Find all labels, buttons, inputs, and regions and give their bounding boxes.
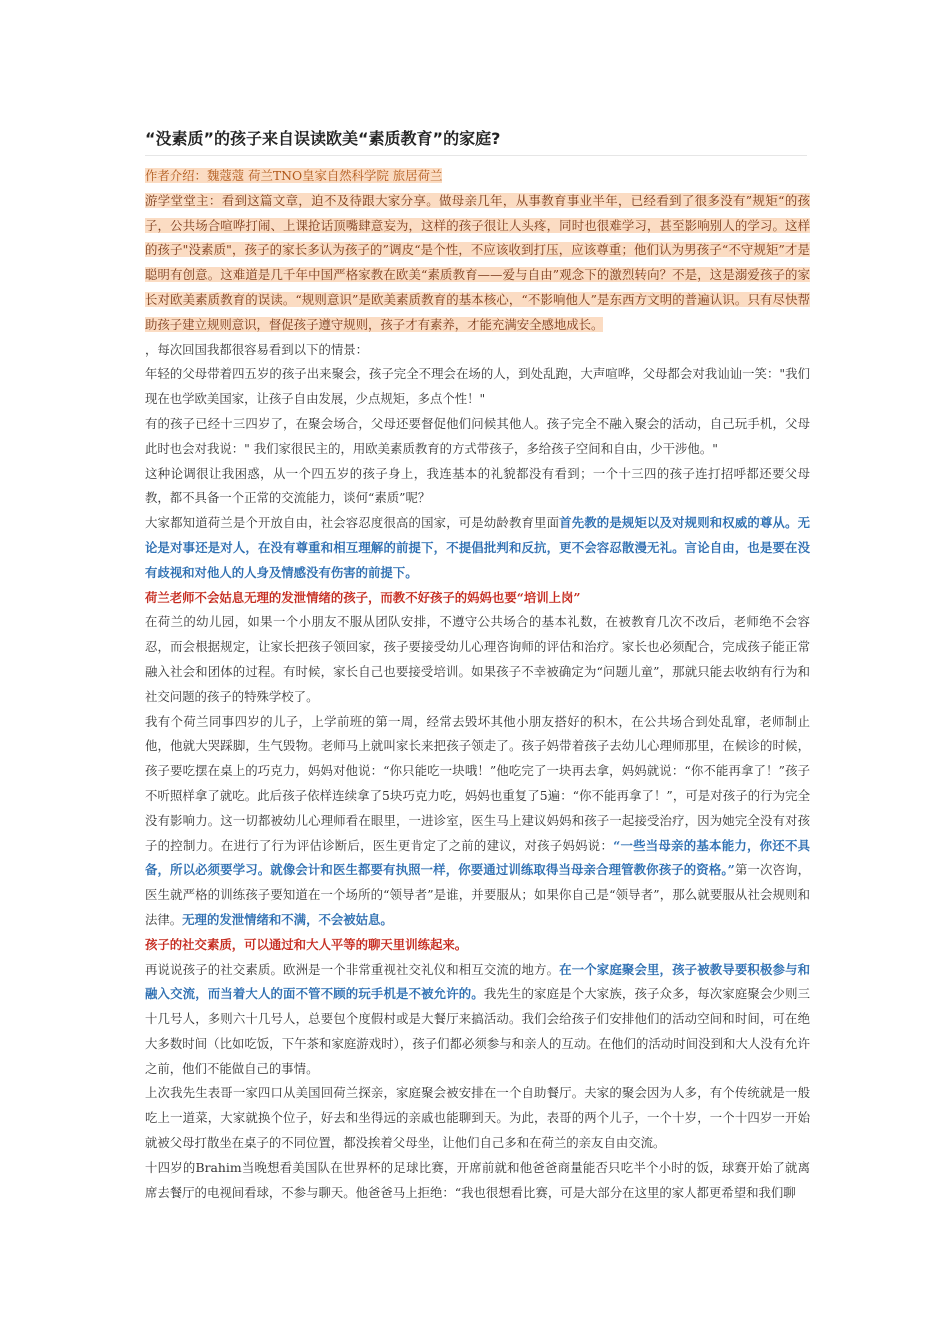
emphasis-text: 无理的发泄情绪和不满，不会被姑息。 [182, 911, 393, 927]
article-title: “没素质”的孩子来自误读欧美“素质教育”的家庭? [145, 129, 501, 148]
paragraph: 这种论调很让我困惑，从一个四五岁的孩子身上，我连基本的礼貌都没有看到；一个十三四的孩子连打招呼都还要父母教，都不具备一个正常的交流能力，谈何“素质”呢？ [145, 465, 810, 506]
paragraph [145, 710, 810, 933]
author-intro [145, 164, 810, 189]
paragraph: 十四岁的Brahim当晚想看美国队在世界杯的足球比赛，开席前就和他爸爸商量能否只吃半个小时的饭，球赛开始了就离席去餐厅的电视间看球，不参与聊天。他爸爸马上拒绝：“我也很想看比赛，可是大部分在这里的家人都更希望和我们聊 [145, 1159, 810, 1200]
section-heading: 荷兰老师不会姑息无理的发泄情绪的孩子，而教不好孩子的妈妈也要“培训上岗” [145, 589, 581, 605]
emphasis-text: 在一个家庭聚会里，孩子被教导要积极参与和融入交流，而当着大人的面不管不顾的玩手机是不被允许的。 [145, 961, 811, 1002]
article-body [145, 164, 810, 1205]
paragraph-text: 我有个荷兰同事四岁的儿子，上学前班的第一周，经常去毁坏其他小朋友搭好的积木，在公共场合到处乱窜，老师制止他，他就大哭踩脚，生气毁物。老师马上就叫家长来把孩子领走了。孩子妈带着孩子去幼儿心理师那里，在候诊的时候，孩子要吃摆在桌上的巧克力，妈妈对他说：“你只能吃一块哦！”他吃完了一块再去拿，妈妈就说：“你不能再拿了！”孩子不听照样拿了就吃。此后孩子依样连续拿了5块巧克力吃，妈妈也重复了5遍：“你不能再拿了！”，可是对孩子的行为完全没有影响力。这一切都被幼儿心理师看在眼里，一进诊室，医生马上建议妈妈和孩子一起接受治疗，因为她完全没有对孩子的控制力。在进行了行为评估诊断后，医生更肯定了之前的建议，对孩子妈妈说： [145, 713, 810, 853]
emphasis-text: 首先教的是规矩以及对规则和权威的尊从。无论是对事还是对人，在没有尊重和相互理解的前提下，不提倡批判和反抗，更不会容忍散漫无礼。言论自由，也是要在没有歧视和对他人的人身及情感没有伤害的前提下。 [145, 515, 811, 580]
paragraph [145, 958, 810, 1082]
paragraph-text: 我先生的家庭是个大家族，孩子众多，每次家庭聚会少则三十几号人，多则六十几号人，总要包个度假村或是大餐厅来搞活动。我们会给孩子们安排他们的活动空间和时间，可在绝大多数时间（比如吃饭，下午茶和家庭游戏时），孩子们都必须参与和亲人的互动。在他们的活动时间没到和大人没有允许之前，他们不能做自己的事情。 [145, 986, 811, 1076]
paragraph: ，每次回国我都很容易看到以下的情景： [145, 341, 369, 357]
paragraph-text: 再说说孩子的社交素质。欧洲是一个非常重视社交礼仪和相互交流的地方。 [145, 961, 560, 977]
paragraph: 在荷兰的幼儿园，如果一个小朋友不服从团队安排，不遵守公共场合的基本礼数，在被教育几次不改后，老师绝不会容忍，而会根据规定，让家长把孩子领回家，孩子要接受幼儿心理咨询师的评估和治疗。家长也必须配合，完成孩子能正常融入社会和团体的过程。有时候，家长自己也要接受培训。如果孩子不幸被确定为“问题儿童”，那就只能去收纳有行为和社交问题的孩子的特殊学校了。 [145, 614, 810, 704]
paragraph-text: 大家都知道荷兰是个开放自由，社会容忍度很高的国家，可是幼龄教育里面 [145, 515, 560, 531]
author-line: 作者介绍：魏蔻蔻 荷兰TNO皇家自然科学院 旅居荷兰 [145, 168, 443, 183]
paragraph-text: 第一次咨询，医生就严格的训练孩子要知道在一个场所的“领导者”是谁，并要服从；如果你自己是“领导者”，那么就要服从社会规则和法律。 [145, 862, 810, 927]
section-heading: 孩子的社交素质，可以通过和大人平等的聊天里训练起来。 [145, 936, 468, 952]
emphasis-text: “一些当母亲的基本能力，你还不具备，所以必须要学习。就像会计和医生都要有执照一样，你要通过训练取得当母亲合理管教你孩子的资格。” [145, 837, 810, 878]
paragraph [145, 511, 810, 585]
paragraph: 有的孩子已经十三四岁了，在聚会场合，父母还要督促他们问候其他人。孩子完全不融入聚会的活动，自己玩手机，父母此时也会对我说：" 我们家很民主的，用欧美素质教育的方式带孩子，多给孩子空间和自由，少干涉他。" [145, 415, 810, 456]
paragraph: 年轻的父母带着四五岁的孩子出来聚会，孩子完全不理会在场的人，到处乱跑，大声喧哗，父母都会对我讪讪一笑："我们现在也学欧美国家，让孩子自由发展，少点规矩，多点个性！" [145, 366, 810, 407]
paragraph: 上次我先生表哥一家四口从美国回荷兰探亲，家庭聚会被安排在一个自助餐厅。夫家的聚会因为人多，有个传统就是一般吃上一道菜，大家就换个位子，好去和坐得远的亲戚也能聊到天。为此，表哥的两个儿子，一个十岁，一个十四岁一开始就被父母打散坐在桌子的不同位置，都没挨着父母坐，让他们自己多和在荷兰的亲友自由交流。 [145, 1085, 810, 1151]
editor-intro [145, 189, 810, 338]
editor-intro-text: 游学堂堂主：看到这篇文章，迫不及待跟大家分享。做母亲几年，从事教育事业半年，已经看到了很多没有”规矩“的孩子，公共场合喧哗打闹、上课抢话顶嘴肆意妄为，这样的孩子很让人头疼，同时也很难学习，甚至影响别人的学习。这样的孩子"没素质"，孩子的家长多认为孩子的”调皮“是个性，不应该收到打压，应该尊重；他们认为男孩子“不守规矩”才是聪明有创意。这难道是几千年中国严格家教在欧美“素质教育——爱与自由”观念下的激烈转向？不是，这是溺爱孩子的家长对欧美素质教育的误读。“规则意识”是欧美素质教育的基本核心，“不影响他人”是东西方文明的普遍认识。只有尽快帮助孩子建立规则意识，督促孩子遵守规则，孩子才有素养，才能充满安全感地成长。 [145, 192, 810, 332]
title-divider [145, 155, 807, 156]
